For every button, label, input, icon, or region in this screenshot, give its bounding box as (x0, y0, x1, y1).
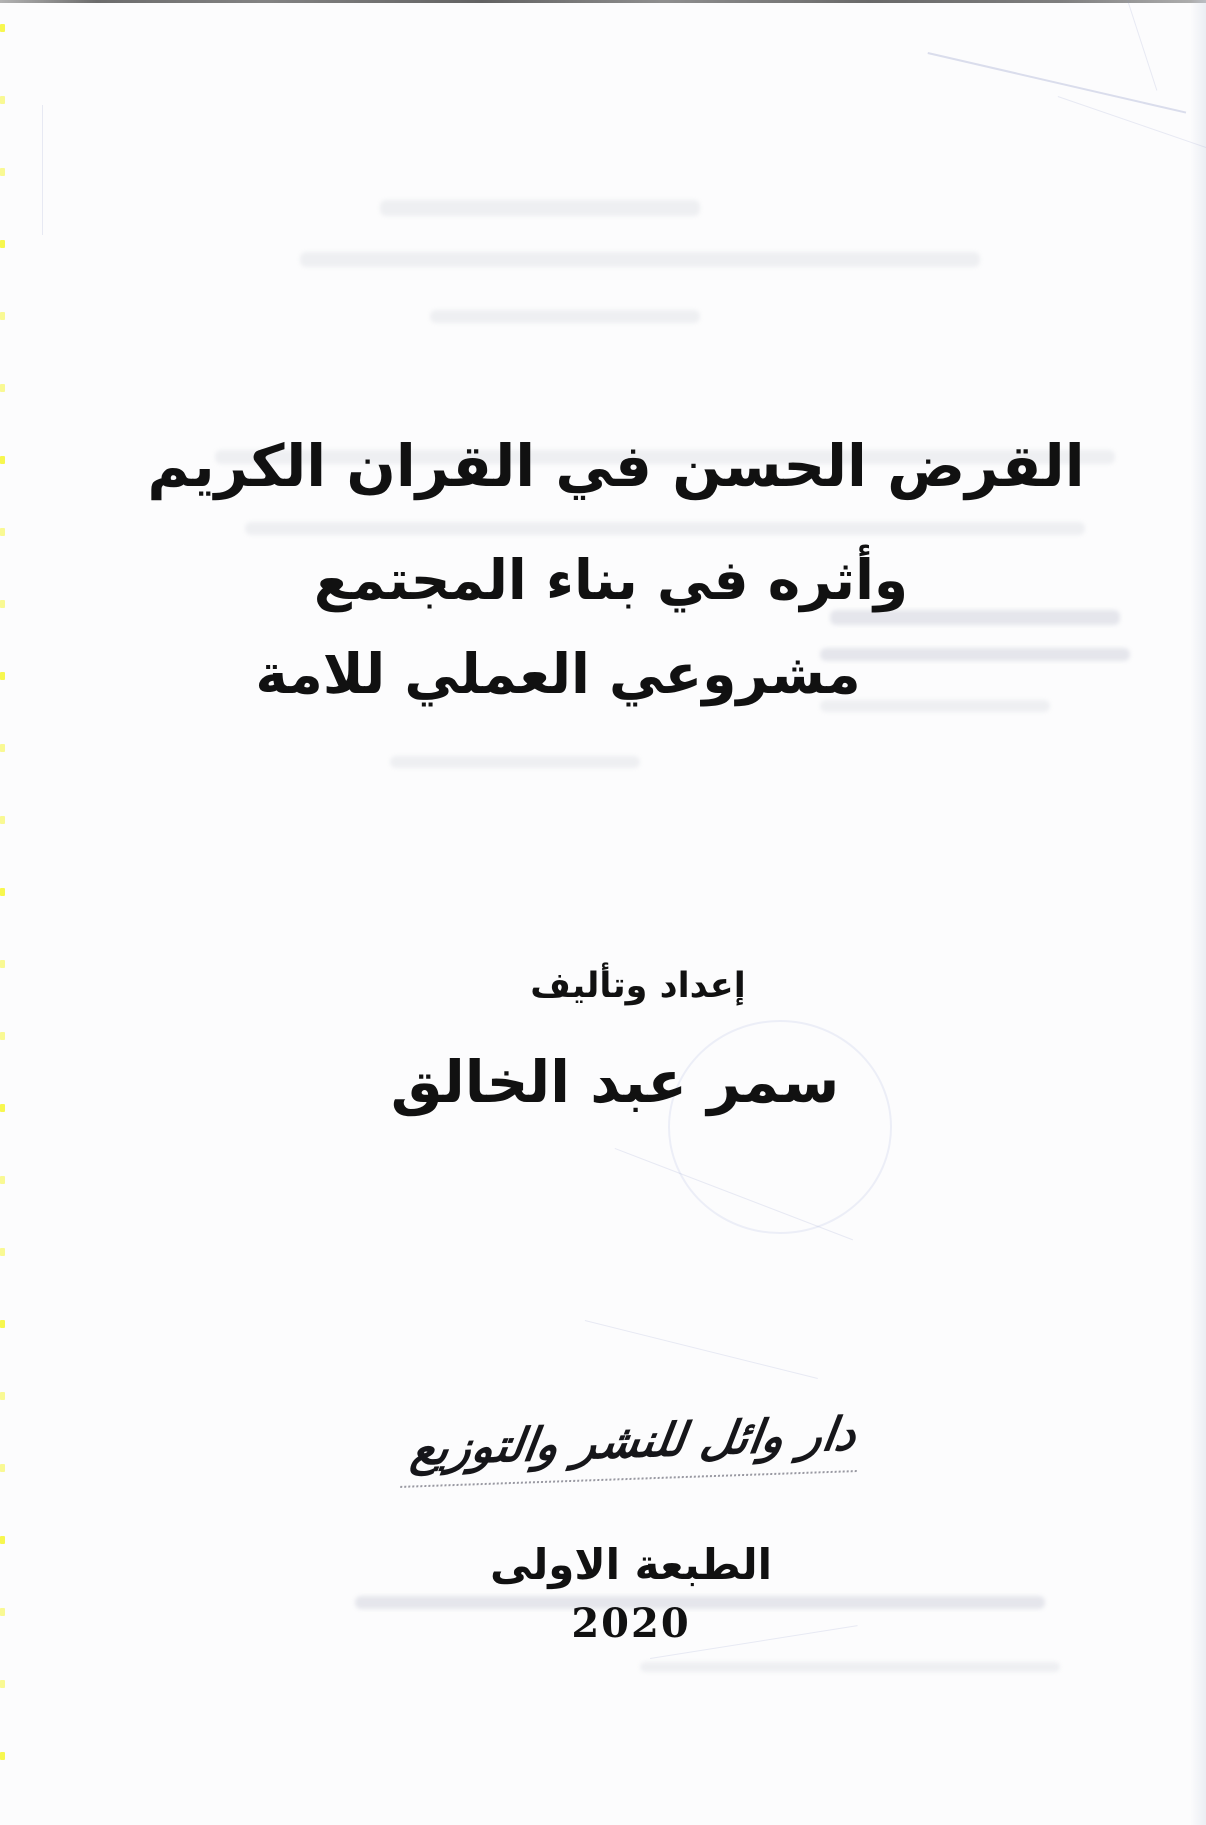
bleed-through-line (245, 522, 1085, 535)
bleed-through-line (380, 200, 700, 216)
left-edge-yellow-mark (0, 600, 5, 608)
left-edge-yellow-mark (0, 1104, 5, 1112)
book-title-line-2: وأثره في بناء المجتمع (313, 548, 909, 612)
left-edge-yellow-mark (0, 24, 5, 32)
left-edge-yellow-mark (0, 1536, 5, 1544)
left-edge-yellow-mark (0, 1392, 5, 1400)
left-edge-yellow-mark (0, 744, 5, 752)
left-edge-yellow-mark (0, 240, 5, 248)
book-title-line-1: القرض الحسن في القران الكريم (147, 432, 1085, 500)
publication-year: 2020 (571, 1600, 691, 1647)
paper-crease (585, 1320, 818, 1379)
left-edge-yellow-mark (0, 888, 5, 896)
left-edge-yellow-mark (0, 456, 5, 464)
left-edge-yellow-mark (0, 960, 5, 968)
bleed-through-line (830, 610, 1120, 625)
left-edge-yellow-mark (0, 1320, 5, 1328)
author-name: سمر عبد الخالق (390, 1048, 840, 1116)
left-edge-yellow-mark (0, 1176, 5, 1184)
left-edge-yellow-mark (0, 1248, 5, 1256)
publisher-logo-text: دار وائل للنشر والتوزيع (400, 1406, 866, 1488)
bleed-through-line (430, 310, 700, 323)
left-edge-yellow-mark (0, 528, 5, 536)
left-edge-yellow-mark (0, 1680, 5, 1688)
scan-top-edge-line (0, 0, 1206, 3)
paper-crease (42, 105, 43, 235)
paper-crease (1127, 0, 1157, 91)
left-edge-yellow-mark (0, 96, 5, 104)
left-edge-yellow-mark (0, 1032, 5, 1040)
paper-crease (1058, 96, 1206, 152)
bleed-through-line (300, 252, 980, 267)
left-edge-yellow-mark (0, 1752, 5, 1760)
bleed-through-line (390, 756, 640, 768)
left-edge-yellow-mark (0, 168, 5, 176)
left-edge-yellow-mark (0, 384, 5, 392)
byline-label: إعداد وتأليف (530, 966, 746, 1006)
left-edge-yellow-mark (0, 312, 5, 320)
left-edge-yellow-mark (0, 1608, 5, 1616)
left-edge-yellow-mark (0, 816, 5, 824)
book-title-line-3: مشروعي العملي للامة (255, 642, 861, 706)
bleed-through-line (640, 1662, 1060, 1672)
publisher-logo (30, 1406, 1206, 1480)
left-edge-yellow-mark (0, 1464, 5, 1472)
edition-label: الطبعة الاولى (489, 1540, 773, 1589)
